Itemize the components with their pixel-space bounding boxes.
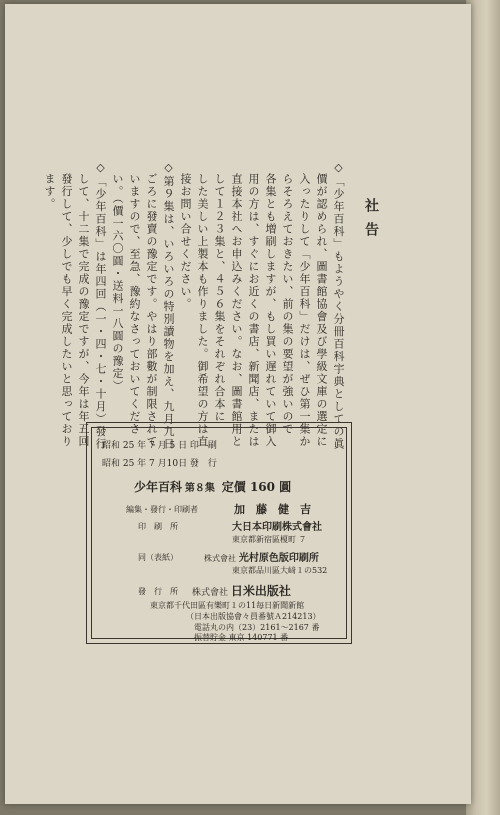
notice-heading: 社告	[363, 198, 379, 246]
notice-line-13: いますので、至急、豫約なさっておいてくださ	[128, 173, 141, 436]
cover-company-name: 光村原色版印刷所	[238, 553, 319, 564]
cover-printer-label: 同（表紙）	[138, 553, 178, 562]
cover-company-prefix: 株式會社	[204, 554, 236, 563]
print-date: 昭和 25 年 7 月 5 日 印 刷	[102, 441, 217, 451]
issue-date: 昭和 25 年 7 月10日 發 行	[102, 459, 217, 469]
notice-line-4: らそろえておきたい、前の集の要望が強いので	[281, 173, 294, 436]
notice-line-3: 入ったりして「少年百科」だけは、ぜひ第一集か	[298, 173, 311, 448]
editor-label: 編集・發行・印刷者	[126, 505, 198, 514]
colophon-box	[86, 422, 352, 644]
publisher-label: 發 行 所	[138, 587, 178, 596]
notice-line-6: 用の方は、すぐにお近くの書店、新聞店、または	[247, 173, 260, 448]
publisher-association: （日本出版協會々員番號Ａ214213）	[186, 612, 321, 621]
price: 定價 160 圓	[221, 480, 292, 494]
notice-line-8: して１２３集と、４５６集をそれぞれ合本に	[213, 173, 226, 423]
notice-line-17: 發行して、少しでも早く完成したいと思っており	[60, 173, 73, 448]
book-binding	[466, 0, 500, 815]
publisher-phone: 電話丸の内（23）2161～2167 番	[194, 623, 320, 632]
cover-printer	[204, 549, 319, 564]
publisher-prefix: 株式會社	[192, 588, 229, 598]
notice-line-10: 接お問い合せください。	[179, 173, 192, 311]
publisher-address: 東京都千代田區有樂町１の11毎日新聞新館	[150, 601, 305, 610]
publisher	[192, 582, 291, 599]
printer-label: 印 刷 所	[138, 522, 178, 531]
notice-line-11: ◇第９集は、いろいろの特別讀物を加え、九月九日	[162, 161, 175, 451]
title-line	[134, 478, 291, 495]
notice-line-14: い。（價一六〇圓・送料一八圓の豫定）	[111, 173, 124, 393]
publisher-name: 日米出版社	[230, 584, 291, 598]
notice-line-12: ごろに發賣の豫定です。やはり部數が制限されて	[145, 173, 158, 448]
notice-line-1: ◇「少年百科」もようやく分冊百科宇典としての眞	[332, 161, 345, 451]
printer-address: 東京都新宿區榎町 ７	[232, 535, 307, 544]
notice-line-5: 各集とも増刷しますが、もし買い遅れていて御入	[264, 173, 277, 448]
editor-name: 加 藤 健 吉	[234, 503, 311, 516]
notice-line-9: した美しい上製本も作りました。御希望の方は直	[196, 173, 209, 448]
printer-name: 大日本印刷株式會社	[232, 522, 322, 533]
notice-line-16: して、十二集で完成の豫定ですが、今年は年五回	[77, 173, 90, 448]
book-title: 少年百科	[134, 480, 183, 494]
cover-address: 東京都品川區大﨑１の532	[232, 566, 328, 575]
notice-line-2: 價が認められ、圖書館協會及び學級文庫の選定に	[315, 173, 328, 448]
volume-number: 第８集	[184, 483, 215, 494]
notice-line-15: ◇「少年百科」は年四回（一・四・七・十月）發行	[94, 161, 107, 451]
notice-line-18: ます。	[43, 173, 56, 211]
publisher-transfer-account: 振替貯金 東京 140771 番	[194, 633, 289, 642]
colophon-inner-border	[91, 427, 347, 642]
book-page	[5, 4, 471, 804]
notice-line-7: 直接本社へお申込みください。なお、圖書館用と	[230, 173, 243, 448]
